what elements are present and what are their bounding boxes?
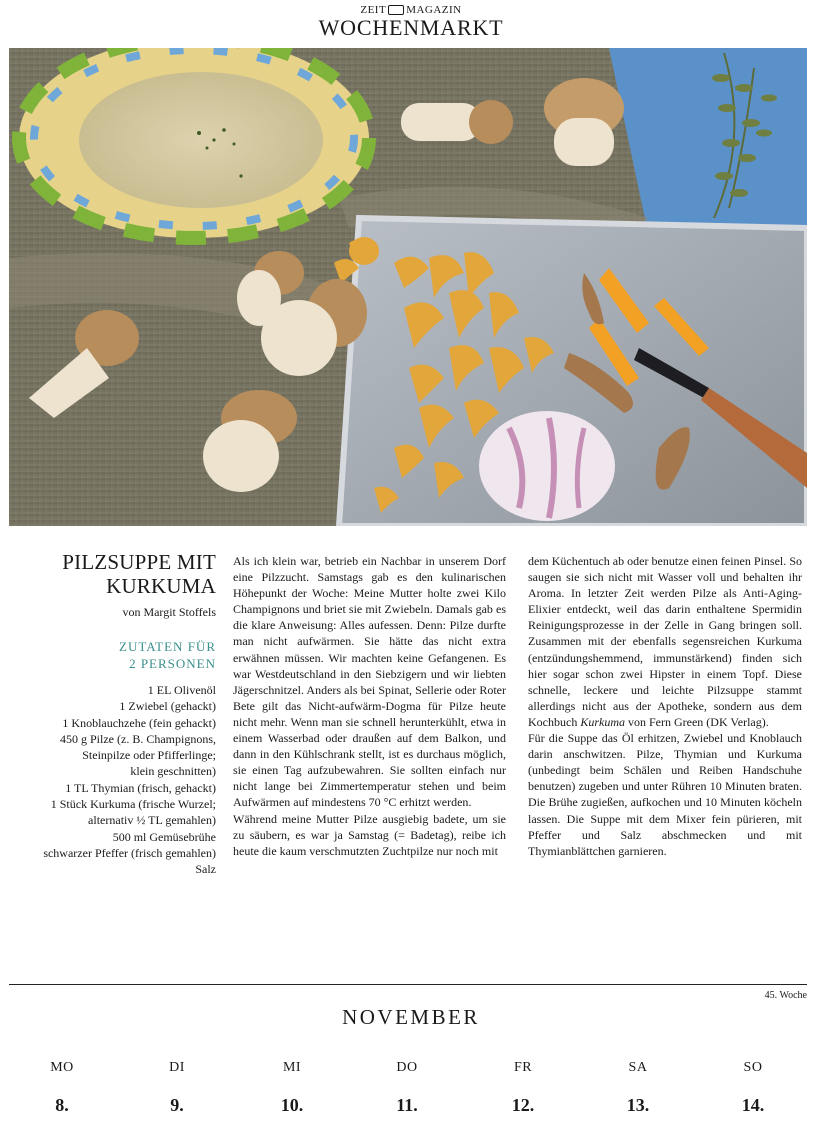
- weekday-mi: MI: [282, 1060, 302, 1075]
- ingredient-item: 500 ml Gemüsebrühe: [112, 829, 216, 844]
- ingredients-heading-line-2: 2 PERSONEN: [129, 656, 216, 671]
- ingredient-item: 1 Knoblauchzehe (fein gehackt): [62, 715, 216, 730]
- publication-name-right: MAGAZIN: [406, 4, 462, 16]
- date-14: 14.: [741, 1095, 765, 1115]
- logo-mark-icon: [388, 5, 404, 15]
- hero-photo: [9, 48, 807, 526]
- weekday-di: DI: [169, 1060, 185, 1075]
- body-column-2: [528, 553, 802, 859]
- ingredients-heading-line-1: ZUTATEN FÜR: [119, 639, 216, 654]
- ingredient-item: 1 Zwiebel (gehackt): [119, 699, 216, 714]
- weekday-fr: FR: [513, 1060, 533, 1075]
- date-10: 10.: [280, 1095, 304, 1115]
- book-title: Kurkuma: [580, 714, 625, 729]
- date-11: 11.: [396, 1095, 418, 1115]
- section-title: WOCHENMARKT: [318, 15, 504, 40]
- body-paragraph: [528, 553, 802, 730]
- soup: [79, 72, 323, 208]
- ingredient-item: 1 TL Thymian (frisch, gehackt): [65, 780, 216, 795]
- week-label: 45. Woche: [764, 990, 807, 1001]
- publication-name-left: ZEIT: [360, 4, 387, 16]
- weekday-mo: MO: [50, 1060, 74, 1075]
- body-paragraph: Als ich klein war, betrieb ein Nachbar in unserem Dorf eine Pilzzucht. Samstags gab es den kulinarischen Höhepunkt der Woche: Meine Mutter holte zwei Kilo Champignons und briet sie mit Zwiebeln. Damals gab es die klare Anweisung: Alles aufessen. Denn: Pilze durfte man nicht aufwärmen. Sie hätte das nicht extra erwähnen müssen. Wir machten keine Gefangenen. Es war Westdeutschland in den Siebzigern und wir liebten Jägerschnitzel. Anders als bei Spinat, Sellerie oder Roter Bete gilt das Nicht-aufwärm-Dogma für Pilze heute nicht mehr. Wenn man sie schnell herunterkühlt, etwa in einem Wasserbad oder draußen auf dem Balkon, und dann in den Kühlschrank stellt, ist es durchaus möglich, sie einen Tag aufzubewahren. Sie sollten einfach nur nicht lange bei Zimmertemperatur stehen und beim Aufwärmen auf mindestens 70 °C erhitzt werden.: [233, 554, 506, 810]
- ingredient-item: klein geschnitten): [130, 764, 216, 779]
- garlic-bulb: [479, 411, 615, 521]
- ingredient-list: [20, 682, 216, 878]
- date-13: 13.: [626, 1095, 650, 1115]
- ingredient-item: 1 Stück Kurkuma (frische Wurzel;: [50, 797, 216, 812]
- recipe-title-line-1: PILZSUPPE MIT: [62, 550, 216, 574]
- recipe-author: von Margit Stoffels: [122, 605, 216, 619]
- ingredients-heading: [40, 638, 216, 672]
- month-title: NOVEMBER: [342, 1005, 480, 1029]
- ingredient-item: alternativ ½ TL gemahlen): [88, 813, 216, 828]
- date-12: 12.: [511, 1095, 535, 1115]
- body-column-1: [233, 553, 506, 859]
- ingredient-item: schwarzer Pfeffer (frisch gemahlen): [43, 845, 216, 860]
- ingredient-item: Steinpilze oder Pfifferlinge;: [82, 748, 216, 763]
- date-8: 8.: [55, 1095, 69, 1115]
- weekday-sa: SA: [628, 1060, 648, 1075]
- body-paragraph: Für die Suppe das Öl erhitzen, Zwiebel und Knoblauch darin anschwitzen. Pilze, Thymian und Kurkuma (unbedingt beim Schälen und Reiben Handschuhe benutzen) zugeben und unter Rühren 10 Minuten braten. Die Brühe zugießen, aufkochen und 10 Minuten köcheln lassen. Die Suppe mit dem Mixer fein pürieren, mit Pfeffer und Salz abschmecken und mit Thymianblättchen garnieren.: [528, 731, 802, 858]
- body-paragraph: Während meine Mutter Pilze ausgiebig badete, um sie zu säubern, es war ja Samstag (= Badetag), reibe ich heute die kaum verschmutzten Zuchtpilze nur noch mit: [233, 811, 506, 858]
- weekday-so: SO: [743, 1060, 763, 1075]
- recipe-title-line-2: KURKUMA: [106, 574, 216, 598]
- calendar-divider: [9, 984, 807, 985]
- recipe-title: [40, 550, 216, 598]
- masthead: [0, 4, 822, 40]
- ingredient-item: Salz: [195, 862, 216, 877]
- weekday-do: DO: [396, 1060, 418, 1075]
- body-text: von Fern Green (DK Verlag).: [628, 714, 769, 729]
- body-text: dem Küchentuch ab oder benutze einen feinen Pinsel. So saugen sie sich nicht mit Wasser voll und behalten ihr Aroma. In letzter Zeit werden Pilze als Anti-Aging-Elixier entdeckt, weil das darin enthaltene Spermidin Reinigungsprozesse in der Zelle in Gang bringen soll. Zusammen mit der ebenfalls segensreichen Kurkuma (entzündungshemmend, immunstärkend) finden sich hier sogar schon zwei Hipster in einem Topf. Diese schnelle, leckere und leichte Pilzsuppe stammt allerdings nicht aus der Apotheke, sondern aus dem Kochbuch: [528, 554, 802, 729]
- ingredient-item: 1 EL Olivenöl: [147, 683, 216, 697]
- ingredient-item: 450 g Pilze (z. B. Champignons,: [60, 731, 216, 746]
- date-9: 9.: [170, 1095, 184, 1115]
